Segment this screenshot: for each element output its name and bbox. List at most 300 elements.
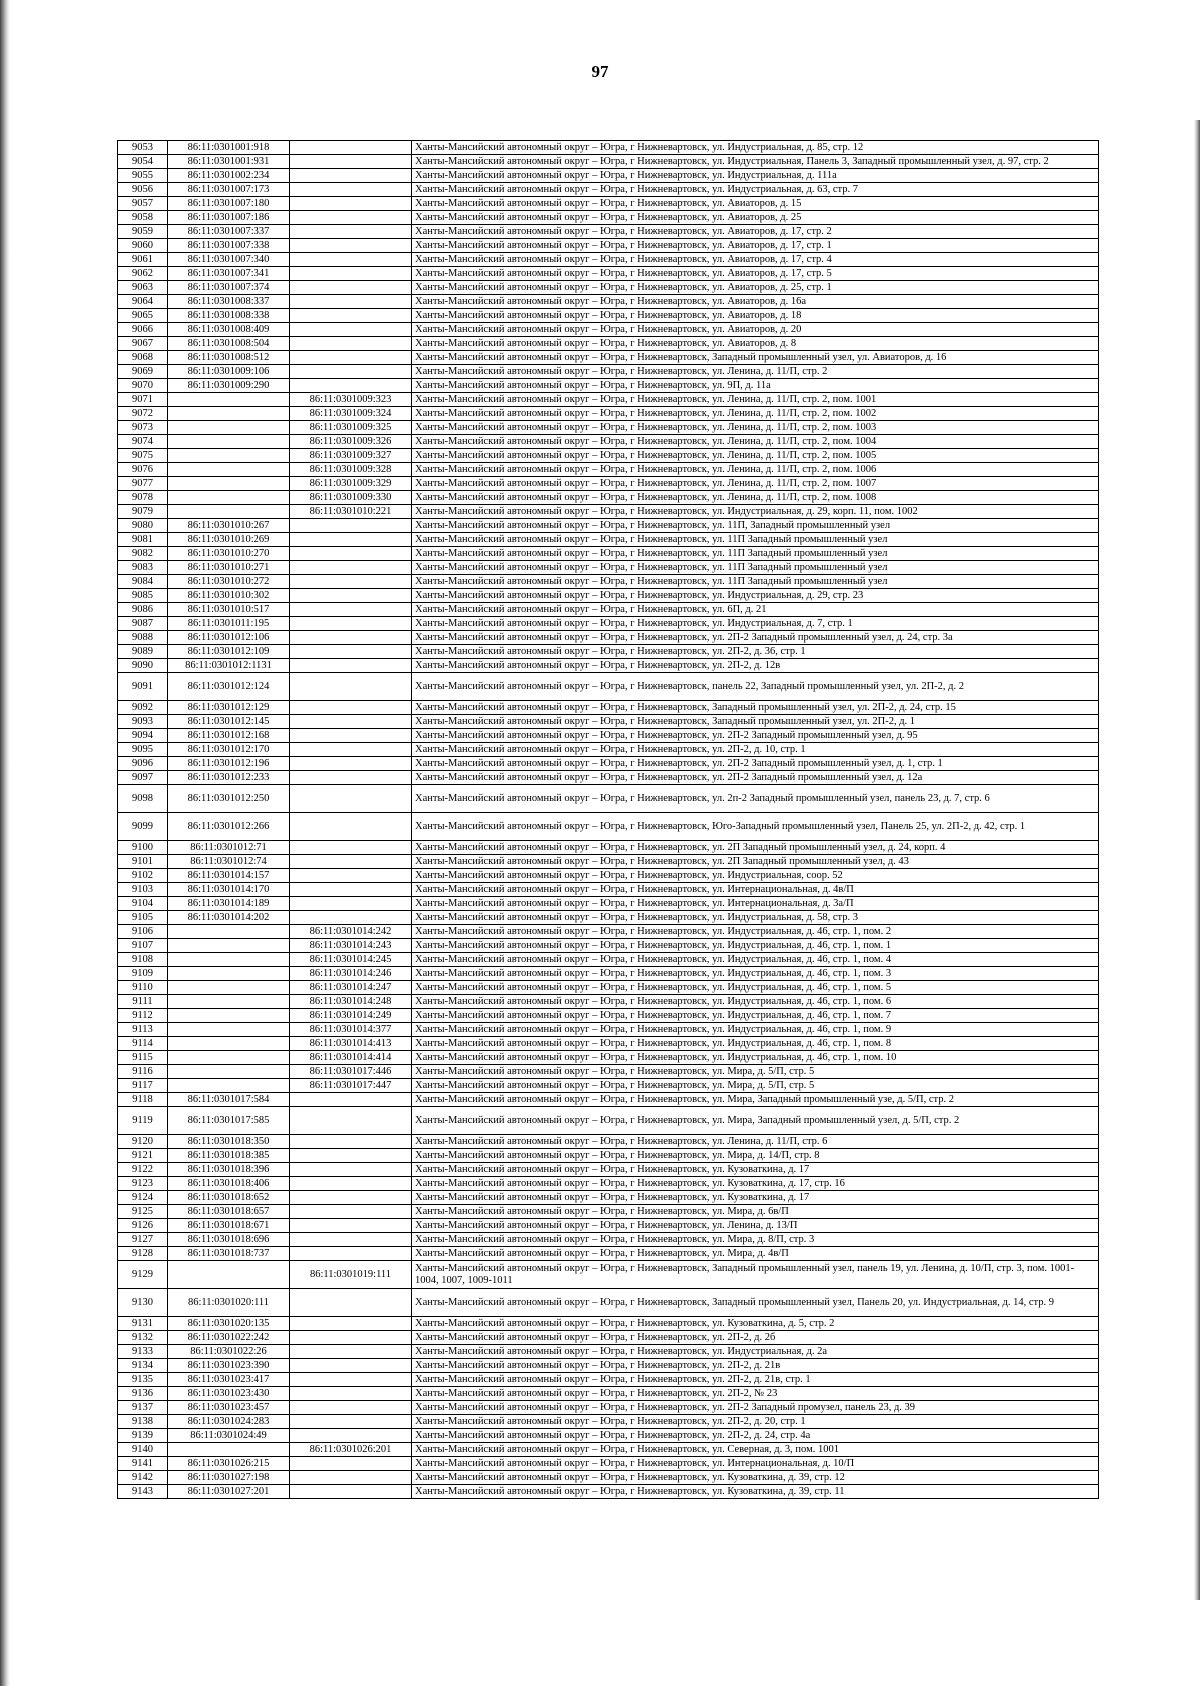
sub-cadastral-number-cell [290,267,412,281]
row-number-cell: 9078 [118,491,168,505]
sub-cadastral-number-cell: 86:11:0301019:111 [290,1261,412,1289]
cadastral-number-cell [168,1037,290,1051]
cadastral-number-cell: 86:11:0301018:657 [168,1205,290,1219]
address-cell: Ханты-Мансийский автономный округ – Югра, г Нижневартовск, ул. Индустриальная, д. 29, корп. 11, пом. 1002 [412,505,1099,519]
page-number: 97 [591,62,609,81]
sub-cadastral-number-cell: 86:11:0301009:330 [290,491,412,505]
sub-cadastral-number-cell [290,239,412,253]
row-number-cell: 9113 [118,1023,168,1037]
sub-cadastral-number-cell [290,1135,412,1149]
sub-cadastral-number-cell [290,771,412,785]
table-row [118,477,1099,491]
table-row [118,1023,1099,1037]
table-row [118,757,1099,771]
row-number-cell: 9074 [118,435,168,449]
sub-cadastral-number-cell: 86:11:0301009:329 [290,477,412,491]
cadastral-number-cell: 86:11:0301020:111 [168,1289,290,1317]
sub-cadastral-number-cell [290,1205,412,1219]
cadastral-number-cell: 86:11:0301010:517 [168,603,290,617]
table-row [118,1219,1099,1233]
sub-cadastral-number-cell: 86:11:0301009:324 [290,407,412,421]
sub-cadastral-number-cell [290,1401,412,1415]
sub-cadastral-number-cell: 86:11:0301014:249 [290,1009,412,1023]
cadastral-number-cell: 86:11:0301023:457 [168,1401,290,1415]
cadastral-number-cell: 86:11:0301007:186 [168,211,290,225]
sub-cadastral-number-cell [290,253,412,267]
sub-cadastral-number-cell [290,323,412,337]
table-row [118,309,1099,323]
table-row [118,953,1099,967]
table-row [118,1233,1099,1247]
row-number-cell: 9115 [118,1051,168,1065]
table-row [118,743,1099,757]
address-cell: Ханты-Мансийский автономный округ – Югра, г Нижневартовск, ул. Авиаторов, д. 17, стр. 4 [412,253,1099,267]
cadastral-number-cell [168,939,290,953]
row-number-cell: 9125 [118,1205,168,1219]
cadastral-number-cell: 86:11:0301018:406 [168,1177,290,1191]
cadastral-number-cell [168,393,290,407]
row-number-cell: 9143 [118,1485,168,1499]
address-cell: Ханты-Мансийский автономный округ – Югра, г Нижневартовск, ул. Индустриальная, д. 7, стр. 1 [412,617,1099,631]
sub-cadastral-number-cell [290,211,412,225]
cadastral-number-cell: 86:11:0301011:195 [168,617,290,631]
row-number-cell: 9107 [118,939,168,953]
row-number-cell: 9112 [118,1009,168,1023]
table-row [118,1079,1099,1093]
row-number-cell: 9138 [118,1415,168,1429]
row-number-cell: 9065 [118,309,168,323]
row-number-cell: 9086 [118,603,168,617]
address-cell: Ханты-Мансийский автономный округ – Югра, г Нижневартовск, ул. Индустриальная, д. 46, стр. 1, пом. 8 [412,1037,1099,1051]
table-row [118,715,1099,729]
address-cell: Ханты-Мансийский автономный округ – Югра, г Нижневартовск, ул. Кузоваткина, д. 39, стр. 12 [412,1471,1099,1485]
address-cell: Ханты-Мансийский автономный округ – Югра, г Нижневартовск, ул. 2П-2, № 23 [412,1387,1099,1401]
cadastral-number-cell: 86:11:0301012:196 [168,757,290,771]
table-row [118,337,1099,351]
cadastral-number-cell [168,1079,290,1093]
sub-cadastral-number-cell [290,225,412,239]
table-row [118,1065,1099,1079]
table-row [118,1135,1099,1149]
address-cell: Ханты-Мансийский автономный округ – Югра, г Нижневартовск, ул. 11П Западный промышленный узел [412,575,1099,589]
sub-cadastral-number-cell [290,1107,412,1135]
cadastral-number-cell [168,1051,290,1065]
sub-cadastral-number-cell [290,547,412,561]
sub-cadastral-number-cell [290,519,412,533]
cadastral-number-cell: 86:11:0301008:504 [168,337,290,351]
address-cell: Ханты-Мансийский автономный округ – Югра, г Нижневартовск, Западный промышленный узел, панель 19, ул. Ленина, д. 10/П, стр. 3, пом. 1001-1004, 1007, 1009-1011 [412,1261,1099,1289]
cadastral-number-cell: 86:11:0301020:135 [168,1317,290,1331]
address-cell: Ханты-Мансийский автономный округ – Югра, г Нижневартовск, ул. Мира, д. 5/П, стр. 5 [412,1065,1099,1079]
address-cell: Ханты-Мансийский автономный округ – Югра, г Нижневартовск, ул. 2П-2 Западный промузел, панель 23, д. 39 [412,1401,1099,1415]
cadastral-number-cell: 86:11:0301027:201 [168,1485,290,1499]
cadastral-number-cell [168,435,290,449]
address-cell: Ханты-Мансийский автономный округ – Югра, г Нижневартовск, ул. Северная, д. 3, пом. 1001 [412,1443,1099,1457]
address-cell: Ханты-Мансийский автономный округ – Югра, г Нижневартовск, ул. Кузоваткина, д. 17 [412,1191,1099,1205]
row-number-cell: 9087 [118,617,168,631]
cadastral-number-cell: 86:11:0301012:129 [168,701,290,715]
table-row [118,785,1099,813]
sub-cadastral-number-cell [290,813,412,841]
sub-cadastral-number-cell [290,701,412,715]
cadastral-number-cell [168,1261,290,1289]
sub-cadastral-number-cell [290,631,412,645]
row-number-cell: 9124 [118,1191,168,1205]
cadastral-number-cell: 86:11:0301018:385 [168,1149,290,1163]
sub-cadastral-number-cell [290,1289,412,1317]
address-cell: Ханты-Мансийский автономный округ – Югра, г Нижневартовск, ул. 2П-2, д. 10, стр. 1 [412,743,1099,757]
address-cell: Ханты-Мансийский автономный округ – Югра, г Нижневартовск, ул. Индустриальная, д. 46, стр. 1, пом. 4 [412,953,1099,967]
sub-cadastral-number-cell [290,1345,412,1359]
address-cell: Ханты-Мансийский автономный округ – Югра, г Нижневартовск, ул. 2П-2, д. 21в [412,1359,1099,1373]
table-row [118,911,1099,925]
sub-cadastral-number-cell [290,603,412,617]
sub-cadastral-number-cell [290,673,412,701]
address-cell: Ханты-Мансийский автономный округ – Югра, г Нижневартовск, ул. Авиаторов, д. 17, стр. 5 [412,267,1099,281]
table-row [118,1009,1099,1023]
table-row [118,981,1099,995]
row-number-cell: 9104 [118,897,168,911]
table-row [118,995,1099,1009]
sub-cadastral-number-cell [290,729,412,743]
scan-edge-left [0,0,10,1686]
sub-cadastral-number-cell: 86:11:0301009:325 [290,421,412,435]
table-row [118,351,1099,365]
sub-cadastral-number-cell [290,169,412,183]
row-number-cell: 9054 [118,155,168,169]
cadastral-number-cell: 86:11:0301022:26 [168,1345,290,1359]
address-cell: Ханты-Мансийский автономный округ – Югра, г Нижневартовск, ул. 2П-2 Западный промышленный узел, д. 24, стр. 3а [412,631,1099,645]
address-cell: Ханты-Мансийский автономный округ – Югра, г Нижневартовск, Западный промышленный узел, Панель 20, ул. Индустриальная, д. 14, стр. 9 [412,1289,1099,1317]
sub-cadastral-number-cell [290,617,412,631]
table-row [118,1191,1099,1205]
sub-cadastral-number-cell [290,659,412,673]
address-cell: Ханты-Мансийский автономный округ – Югра, г Нижневартовск, панель 22, Западный промышленный узел, ул. 2П-2, д. 2 [412,673,1099,701]
cadastral-number-cell: 86:11:0301001:918 [168,141,290,155]
row-number-cell: 9140 [118,1443,168,1457]
cadastral-number-cell: 86:11:0301010:270 [168,547,290,561]
cadastral-number-cell: 86:11:0301012:233 [168,771,290,785]
row-number-cell: 9120 [118,1135,168,1149]
cadastral-number-cell: 86:11:0301007:337 [168,225,290,239]
sub-cadastral-number-cell [290,841,412,855]
cadastral-number-cell: 86:11:0301014:170 [168,883,290,897]
sub-cadastral-number-cell [290,1163,412,1177]
row-number-cell: 9101 [118,855,168,869]
cadastral-number-cell: 86:11:0301007:338 [168,239,290,253]
sub-cadastral-number-cell [290,1429,412,1443]
row-number-cell: 9108 [118,953,168,967]
table-row [118,197,1099,211]
row-number-cell: 9062 [118,267,168,281]
table-row [118,1163,1099,1177]
row-number-cell: 9130 [118,1289,168,1317]
cadastral-number-cell: 86:11:0301012:170 [168,743,290,757]
property-register-table [117,140,1099,1499]
address-cell: Ханты-Мансийский автономный округ – Югра, г Нижневартовск, ул. 2п-2 Западный промышленный узел, панель 23, д. 7, стр. 6 [412,785,1099,813]
table-row [118,897,1099,911]
cadastral-number-cell: 86:11:0301014:189 [168,897,290,911]
address-cell: Ханты-Мансийский автономный округ – Югра, г Нижневартовск, ул. Индустриальная, д. 46, стр. 1, пом. 2 [412,925,1099,939]
row-number-cell: 9064 [118,295,168,309]
sub-cadastral-number-cell: 86:11:0301014:247 [290,981,412,995]
address-cell: Ханты-Мансийский автономный округ – Югра, г Нижневартовск, ул. Индустриальная, д. 85, стр. 12 [412,141,1099,155]
address-cell: Ханты-Мансийский автономный округ – Югра, г Нижневартовск, ул. Авиаторов, д. 16а [412,295,1099,309]
row-number-cell: 9059 [118,225,168,239]
sub-cadastral-number-cell [290,1233,412,1247]
row-number-cell: 9092 [118,701,168,715]
sub-cadastral-number-cell [290,1387,412,1401]
row-number-cell: 9121 [118,1149,168,1163]
row-number-cell: 9089 [118,645,168,659]
row-number-cell: 9137 [118,1401,168,1415]
address-cell: Ханты-Мансийский автономный округ – Югра, г Нижневартовск, ул. Индустриальная, соор. 52 [412,869,1099,883]
address-cell: Ханты-Мансийский автономный округ – Югра, г Нижневартовск, ул. Авиаторов, д. 25 [412,211,1099,225]
address-cell: Ханты-Мансийский автономный округ – Югра, г Нижневартовск, ул. Авиаторов, д. 15 [412,197,1099,211]
row-number-cell: 9103 [118,883,168,897]
cadastral-number-cell: 86:11:0301024:49 [168,1429,290,1443]
table-row [118,547,1099,561]
address-cell: Ханты-Мансийский автономный округ – Югра, г Нижневартовск, ул. Авиаторов, д. 20 [412,323,1099,337]
row-number-cell: 9073 [118,421,168,435]
cadastral-number-cell: 86:11:0301018:652 [168,1191,290,1205]
table-row [118,253,1099,267]
address-cell: Ханты-Мансийский автономный округ – Югра, г Нижневартовск, ул. Кузоваткина, д. 17, стр. 16 [412,1177,1099,1191]
cadastral-number-cell: 86:11:0301014:202 [168,911,290,925]
address-cell: Ханты-Мансийский автономный округ – Югра, г Нижневартовск, ул. 9П, д. 11а [412,379,1099,393]
sub-cadastral-number-cell: 86:11:0301017:447 [290,1079,412,1093]
address-cell: Ханты-Мансийский автономный округ – Югра, г Нижневартовск, ул. 2П-2, д. 21в, стр. 1 [412,1373,1099,1387]
cadastral-number-cell [168,967,290,981]
address-cell: Ханты-Мансийский автономный округ – Югра, г Нижневартовск, ул. 2П-2 Западный промышленный узел, д. 1, стр. 1 [412,757,1099,771]
row-number-cell: 9091 [118,673,168,701]
table-row [118,1359,1099,1373]
sub-cadastral-number-cell [290,645,412,659]
cadastral-number-cell: 86:11:0301010:271 [168,561,290,575]
row-number-cell: 9109 [118,967,168,981]
row-number-cell: 9090 [118,659,168,673]
table-row [118,1107,1099,1135]
address-cell: Ханты-Мансийский автономный округ – Югра, г Нижневартовск, Западный промышленный узел, ул. 2П-2, д. 24, стр. 15 [412,701,1099,715]
row-number-cell: 9071 [118,393,168,407]
address-cell: Ханты-Мансийский автономный округ – Югра, г Нижневартовск, Западный промышленный узел, ул. Авиаторов, д. 16 [412,351,1099,365]
address-cell: Ханты-Мансийский автономный округ – Югра, г Нижневартовск, ул. 2П-2 Западный промышленный узел, д. 12а [412,771,1099,785]
table-row [118,393,1099,407]
address-cell: Ханты-Мансийский автономный округ – Югра, г Нижневартовск, ул. Кузоваткина, д. 39, стр. 11 [412,1485,1099,1499]
cadastral-number-cell: 86:11:0301009:106 [168,365,290,379]
address-cell: Ханты-Мансийский автономный округ – Югра, г Нижневартовск, ул. Авиаторов, д. 8 [412,337,1099,351]
sub-cadastral-number-cell [290,911,412,925]
address-cell: Ханты-Мансийский автономный округ – Югра, г Нижневартовск, ул. Ленина, д. 11/П, стр. 6 [412,1135,1099,1149]
row-number-cell: 9096 [118,757,168,771]
sub-cadastral-number-cell [290,155,412,169]
cadastral-number-cell: 86:11:0301007:374 [168,281,290,295]
cadastral-number-cell: 86:11:0301017:584 [168,1093,290,1107]
address-cell: Ханты-Мансийский автономный округ – Югра, г Нижневартовск, ул. Индустриальная, д. 58, стр. 3 [412,911,1099,925]
cadastral-number-cell: 86:11:0301007:180 [168,197,290,211]
cadastral-number-cell: 86:11:0301018:671 [168,1219,290,1233]
row-number-cell: 9061 [118,253,168,267]
table-row [118,463,1099,477]
row-number-cell: 9117 [118,1079,168,1093]
sub-cadastral-number-cell: 86:11:0301014:243 [290,939,412,953]
row-number-cell: 9141 [118,1457,168,1471]
table-row [118,673,1099,701]
address-cell: Ханты-Мансийский автономный округ – Югра, г Нижневартовск, ул. Ленина, д. 11/П, стр. 2, пом. 1003 [412,421,1099,435]
sub-cadastral-number-cell [290,575,412,589]
cadastral-number-cell: 86:11:0301023:430 [168,1387,290,1401]
address-cell: Ханты-Мансийский автономный округ – Югра, г Нижневартовск, ул. Авиаторов, д. 25, стр. 1 [412,281,1099,295]
sub-cadastral-number-cell [290,883,412,897]
cadastral-number-cell: 86:11:0301010:302 [168,589,290,603]
cadastral-number-cell: 86:11:0301024:283 [168,1415,290,1429]
sub-cadastral-number-cell [290,1191,412,1205]
row-number-cell: 9123 [118,1177,168,1191]
table-row [118,855,1099,869]
cadastral-number-cell [168,449,290,463]
row-number-cell: 9132 [118,1331,168,1345]
table-row [118,1317,1099,1331]
address-cell: Ханты-Мансийский автономный округ – Югра, г Нижневартовск, ул. 2П-2 Западный промышленный узел, д. 95 [412,729,1099,743]
sub-cadastral-number-cell [290,1485,412,1499]
table-row [118,379,1099,393]
table-row [118,589,1099,603]
cadastral-number-cell: 86:11:0301012:250 [168,785,290,813]
address-cell: Ханты-Мансийский автономный округ – Югра, г Нижневартовск, ул. 2П Западный промышленный узел, д. 24, корп. 4 [412,841,1099,855]
row-number-cell: 9102 [118,869,168,883]
scan-edge-right [1194,120,1200,1600]
row-number-cell: 9063 [118,281,168,295]
row-number-cell: 9093 [118,715,168,729]
address-cell: Ханты-Мансийский автономный округ – Югра, г Нижневартовск, ул. 2П-2, д. 2б [412,1331,1099,1345]
sub-cadastral-number-cell: 86:11:0301017:446 [290,1065,412,1079]
address-cell: Ханты-Мансийский автономный округ – Югра, г Нижневартовск, ул. 6П, д. 21 [412,603,1099,617]
cadastral-number-cell: 86:11:0301007:173 [168,183,290,197]
row-number-cell: 9068 [118,351,168,365]
address-cell: Ханты-Мансийский автономный округ – Югра, г Нижневартовск, ул. Индустриальная, д. 63, стр. 7 [412,183,1099,197]
address-cell: Ханты-Мансийский автономный округ – Югра, г Нижневартовск, ул. 11П Западный промышленный узел [412,533,1099,547]
table-row [118,211,1099,225]
table-row [118,141,1099,155]
sub-cadastral-number-cell: 86:11:0301009:323 [290,393,412,407]
table-row [118,295,1099,309]
table-row [118,869,1099,883]
address-cell: Ханты-Мансийский автономный округ – Югра, г Нижневартовск, ул. Мира, Западный промышленный узе, д. 5/П, стр. 2 [412,1093,1099,1107]
sub-cadastral-number-cell [290,351,412,365]
table-row [118,1289,1099,1317]
row-number-cell: 9080 [118,519,168,533]
table-row [118,701,1099,715]
sub-cadastral-number-cell [290,1359,412,1373]
address-cell: Ханты-Мансийский автономный округ – Югра, г Нижневартовск, ул. Авиаторов, д. 18 [412,309,1099,323]
row-number-cell: 9079 [118,505,168,519]
sub-cadastral-number-cell: 86:11:0301014:245 [290,953,412,967]
sub-cadastral-number-cell [290,1177,412,1191]
cadastral-number-cell: 86:11:0301012:124 [168,673,290,701]
sub-cadastral-number-cell: 86:11:0301014:414 [290,1051,412,1065]
cadastral-number-cell: 86:11:0301023:417 [168,1373,290,1387]
address-cell: Ханты-Мансийский автономный округ – Югра, г Нижневартовск, ул. Кузоваткина, д. 5, стр. 2 [412,1317,1099,1331]
sub-cadastral-number-cell [290,141,412,155]
address-cell: Ханты-Мансийский автономный округ – Югра, г Нижневартовск, ул. Ленина, д. 11/П, стр. 2, пом. 1004 [412,435,1099,449]
row-number-cell: 9076 [118,463,168,477]
cadastral-number-cell: 86:11:0301008:409 [168,323,290,337]
address-cell: Ханты-Мансийский автономный округ – Югра, г Нижневартовск, ул. Индустриальная, д. 46, стр. 1, пом. 1 [412,939,1099,953]
table-row [118,645,1099,659]
table-row [118,435,1099,449]
row-number-cell: 9128 [118,1247,168,1261]
row-number-cell: 9105 [118,911,168,925]
table-row [118,575,1099,589]
row-number-cell: 9122 [118,1163,168,1177]
address-cell: Ханты-Мансийский автономный округ – Югра, г Нижневартовск, ул. 2П Западный промышленный узел, д. 43 [412,855,1099,869]
table-row [118,449,1099,463]
sub-cadastral-number-cell: 86:11:0301014:377 [290,1023,412,1037]
address-cell: Ханты-Мансийский автономный округ – Югра, г Нижневартовск, ул. 2П-2, д. 36, стр. 1 [412,645,1099,659]
sub-cadastral-number-cell [290,1471,412,1485]
table-row [118,281,1099,295]
sub-cadastral-number-cell: 86:11:0301026:201 [290,1443,412,1457]
row-number-cell: 9110 [118,981,168,995]
cadastral-number-cell: 86:11:0301001:931 [168,155,290,169]
row-number-cell: 9106 [118,925,168,939]
cadastral-number-cell: 86:11:0301012:71 [168,841,290,855]
address-cell: Ханты-Мансийский автономный округ – Югра, г Нижневартовск, ул. Ленина, д. 11/П, стр. 2, пом. 1006 [412,463,1099,477]
sub-cadastral-number-cell [290,561,412,575]
table-row [118,1261,1099,1289]
address-cell: Ханты-Мансийский автономный округ – Югра, г Нижневартовск, ул. Индустриальная, д. 29, стр. 23 [412,589,1099,603]
address-cell: Ханты-Мансийский автономный округ – Югра, г Нижневартовск, ул. Индустриальная, д. 46, стр. 1, пом. 3 [412,967,1099,981]
row-number-cell: 9072 [118,407,168,421]
cadastral-number-cell [168,995,290,1009]
cadastral-number-cell [168,491,290,505]
cadastral-number-cell: 86:11:0301009:290 [168,379,290,393]
sub-cadastral-number-cell [290,1093,412,1107]
row-number-cell: 9142 [118,1471,168,1485]
row-number-cell: 9131 [118,1317,168,1331]
sub-cadastral-number-cell: 86:11:0301014:248 [290,995,412,1009]
row-number-cell: 9084 [118,575,168,589]
address-cell: Ханты-Мансийский автономный округ – Югра, г Нижневартовск, ул. Мира, д. 5/П, стр. 5 [412,1079,1099,1093]
row-number-cell: 9082 [118,547,168,561]
row-number-cell: 9055 [118,169,168,183]
row-number-cell: 9135 [118,1373,168,1387]
address-cell: Ханты-Мансийский автономный округ – Югра, г Нижневартовск, ул. Индустриальная, д. 46, стр. 1, пом. 10 [412,1051,1099,1065]
row-number-cell: 9069 [118,365,168,379]
table-row [118,505,1099,519]
cadastral-number-cell: 86:11:0301010:269 [168,533,290,547]
sub-cadastral-number-cell: 86:11:0301010:221 [290,505,412,519]
row-number-cell: 9083 [118,561,168,575]
cadastral-number-cell: 86:11:0301027:198 [168,1471,290,1485]
cadastral-number-cell [168,477,290,491]
row-number-cell: 9097 [118,771,168,785]
cadastral-number-cell: 86:11:0301010:272 [168,575,290,589]
table-row [118,1093,1099,1107]
row-number-cell: 9088 [118,631,168,645]
sub-cadastral-number-cell: 86:11:0301009:327 [290,449,412,463]
row-number-cell: 9053 [118,141,168,155]
table-row [118,491,1099,505]
row-number-cell: 9095 [118,743,168,757]
address-cell: Ханты-Мансийский автономный округ – Югра, г Нижневартовск, ул. Интернациональная, д. 3а/П [412,897,1099,911]
address-cell: Ханты-Мансийский автономный округ – Югра, г Нижневартовск, ул. Индустриальная, д. 111а [412,169,1099,183]
table-row [118,925,1099,939]
table-row [118,407,1099,421]
table-row [118,1457,1099,1471]
cadastral-number-cell [168,421,290,435]
register-table-body [118,141,1099,1499]
